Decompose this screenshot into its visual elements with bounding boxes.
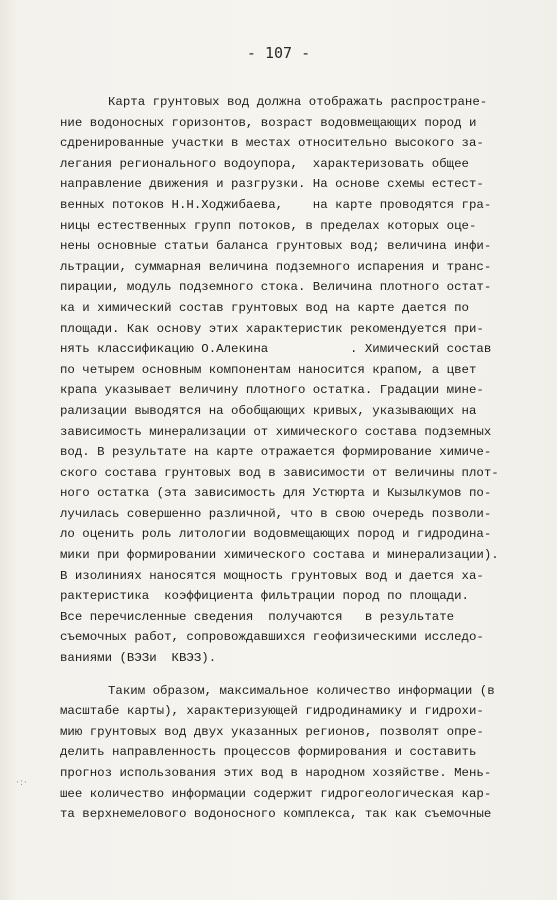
text-line: ние водоносных горизонтов, возраст водовмещающих пород и bbox=[60, 115, 477, 130]
text-line: венных потоков Н.Н.Ходжибаева, на карте проводятся гра- bbox=[60, 197, 492, 212]
text-line: нять классификацию О.Алекина . Химический состав bbox=[60, 342, 492, 357]
text-line: сдренированные участки в местах относительно высокого за- bbox=[60, 136, 484, 151]
text-line: ского состава грунтовых вод в зависимости от величины плот- bbox=[60, 465, 499, 480]
paragraph-1 bbox=[60, 92, 530, 669]
text-line: пирации, модуль подземного стока. Величина плотного остат- bbox=[60, 280, 492, 295]
text-line: шее количество информации содержит гидрогеологическая кар- bbox=[60, 786, 492, 801]
body-text bbox=[60, 92, 530, 825]
page-number: - 107 - bbox=[246, 44, 311, 62]
text-line: направление движения и разгрузки. На основе схемы естест- bbox=[60, 177, 484, 192]
text-line: по четырем основным компонентам наносится крапом, а цвет bbox=[60, 362, 477, 377]
text-line: льтрации, суммарная величина подземного испарения и транс- bbox=[60, 259, 492, 274]
text-line: ницы естественных групп потоков, в пределах которых оце- bbox=[60, 218, 477, 233]
text-line: прогноз использования этих вод в народном хозяйстве. Мень- bbox=[60, 766, 492, 780]
text-line: масштабе карты), характеризующей гидродинамику и гидрохи- bbox=[60, 704, 484, 719]
text-line: делить направленность процессов формирования и составить bbox=[60, 745, 477, 760]
text-line: съемочных работ, сопровождавшихся геофизическими исследо- bbox=[60, 630, 484, 645]
text-line: нены основные статьи баланса грунтовых вод; величина инфи- bbox=[60, 239, 492, 254]
text-line: ло оценить роль литологии водовмещающих пород и гидродина- bbox=[60, 527, 492, 542]
text-line: крапа указывает величину плотного остатка. Градации мине- bbox=[60, 383, 484, 398]
text-line: зависимость минерализации от химического состава подземных bbox=[60, 424, 492, 439]
text-line: площади. Как основу этих характеристик рекомендуется при- bbox=[60, 321, 484, 336]
text-line: рализации выводятся на обобщающих кривых, указывающих на bbox=[60, 403, 477, 418]
paragraph-2 bbox=[60, 681, 530, 825]
text-line: лучилась совершенно различной, что в свою очередь позволи- bbox=[60, 506, 492, 521]
text-line: ваниями (ВЭЗи КВЭЗ). bbox=[60, 651, 217, 666]
text-line: вод. В результате на карте отражается формирование химиче- bbox=[60, 445, 492, 460]
text-line: Карта грунтовых вод должна отображать распростране- bbox=[108, 95, 488, 109]
text-line: ного остатка (эта зависимость для Устюрта и Кызылкумов по- bbox=[60, 486, 492, 501]
text-line: мию грунтовых вод двух указанных регионов, позволят опре- bbox=[60, 724, 484, 739]
text-line: рактеристика коэффициента фильтрации пород по площади. bbox=[60, 589, 469, 604]
text-line: легания регионального водоупора, характеризовать общее bbox=[60, 156, 469, 171]
margin-smudge: ·:· bbox=[16, 778, 28, 788]
text-line: ка и химический состав грунтовых вод на карте дается по bbox=[60, 300, 469, 315]
text-line: та верхнемелового водоносного комплекса, так как съемочные bbox=[60, 807, 492, 822]
text-line: В изолиниях наносятся мощность грунтовых вод и дается ха- bbox=[60, 568, 484, 583]
paragraph-gap bbox=[60, 669, 530, 681]
text-line: Таким образом, максимальное количество информации (в bbox=[108, 683, 495, 698]
text-line: мики при формировании химического состава и минерализации). bbox=[60, 548, 499, 563]
text-line: Все перечисленные сведения получаются в результате bbox=[60, 609, 455, 624]
